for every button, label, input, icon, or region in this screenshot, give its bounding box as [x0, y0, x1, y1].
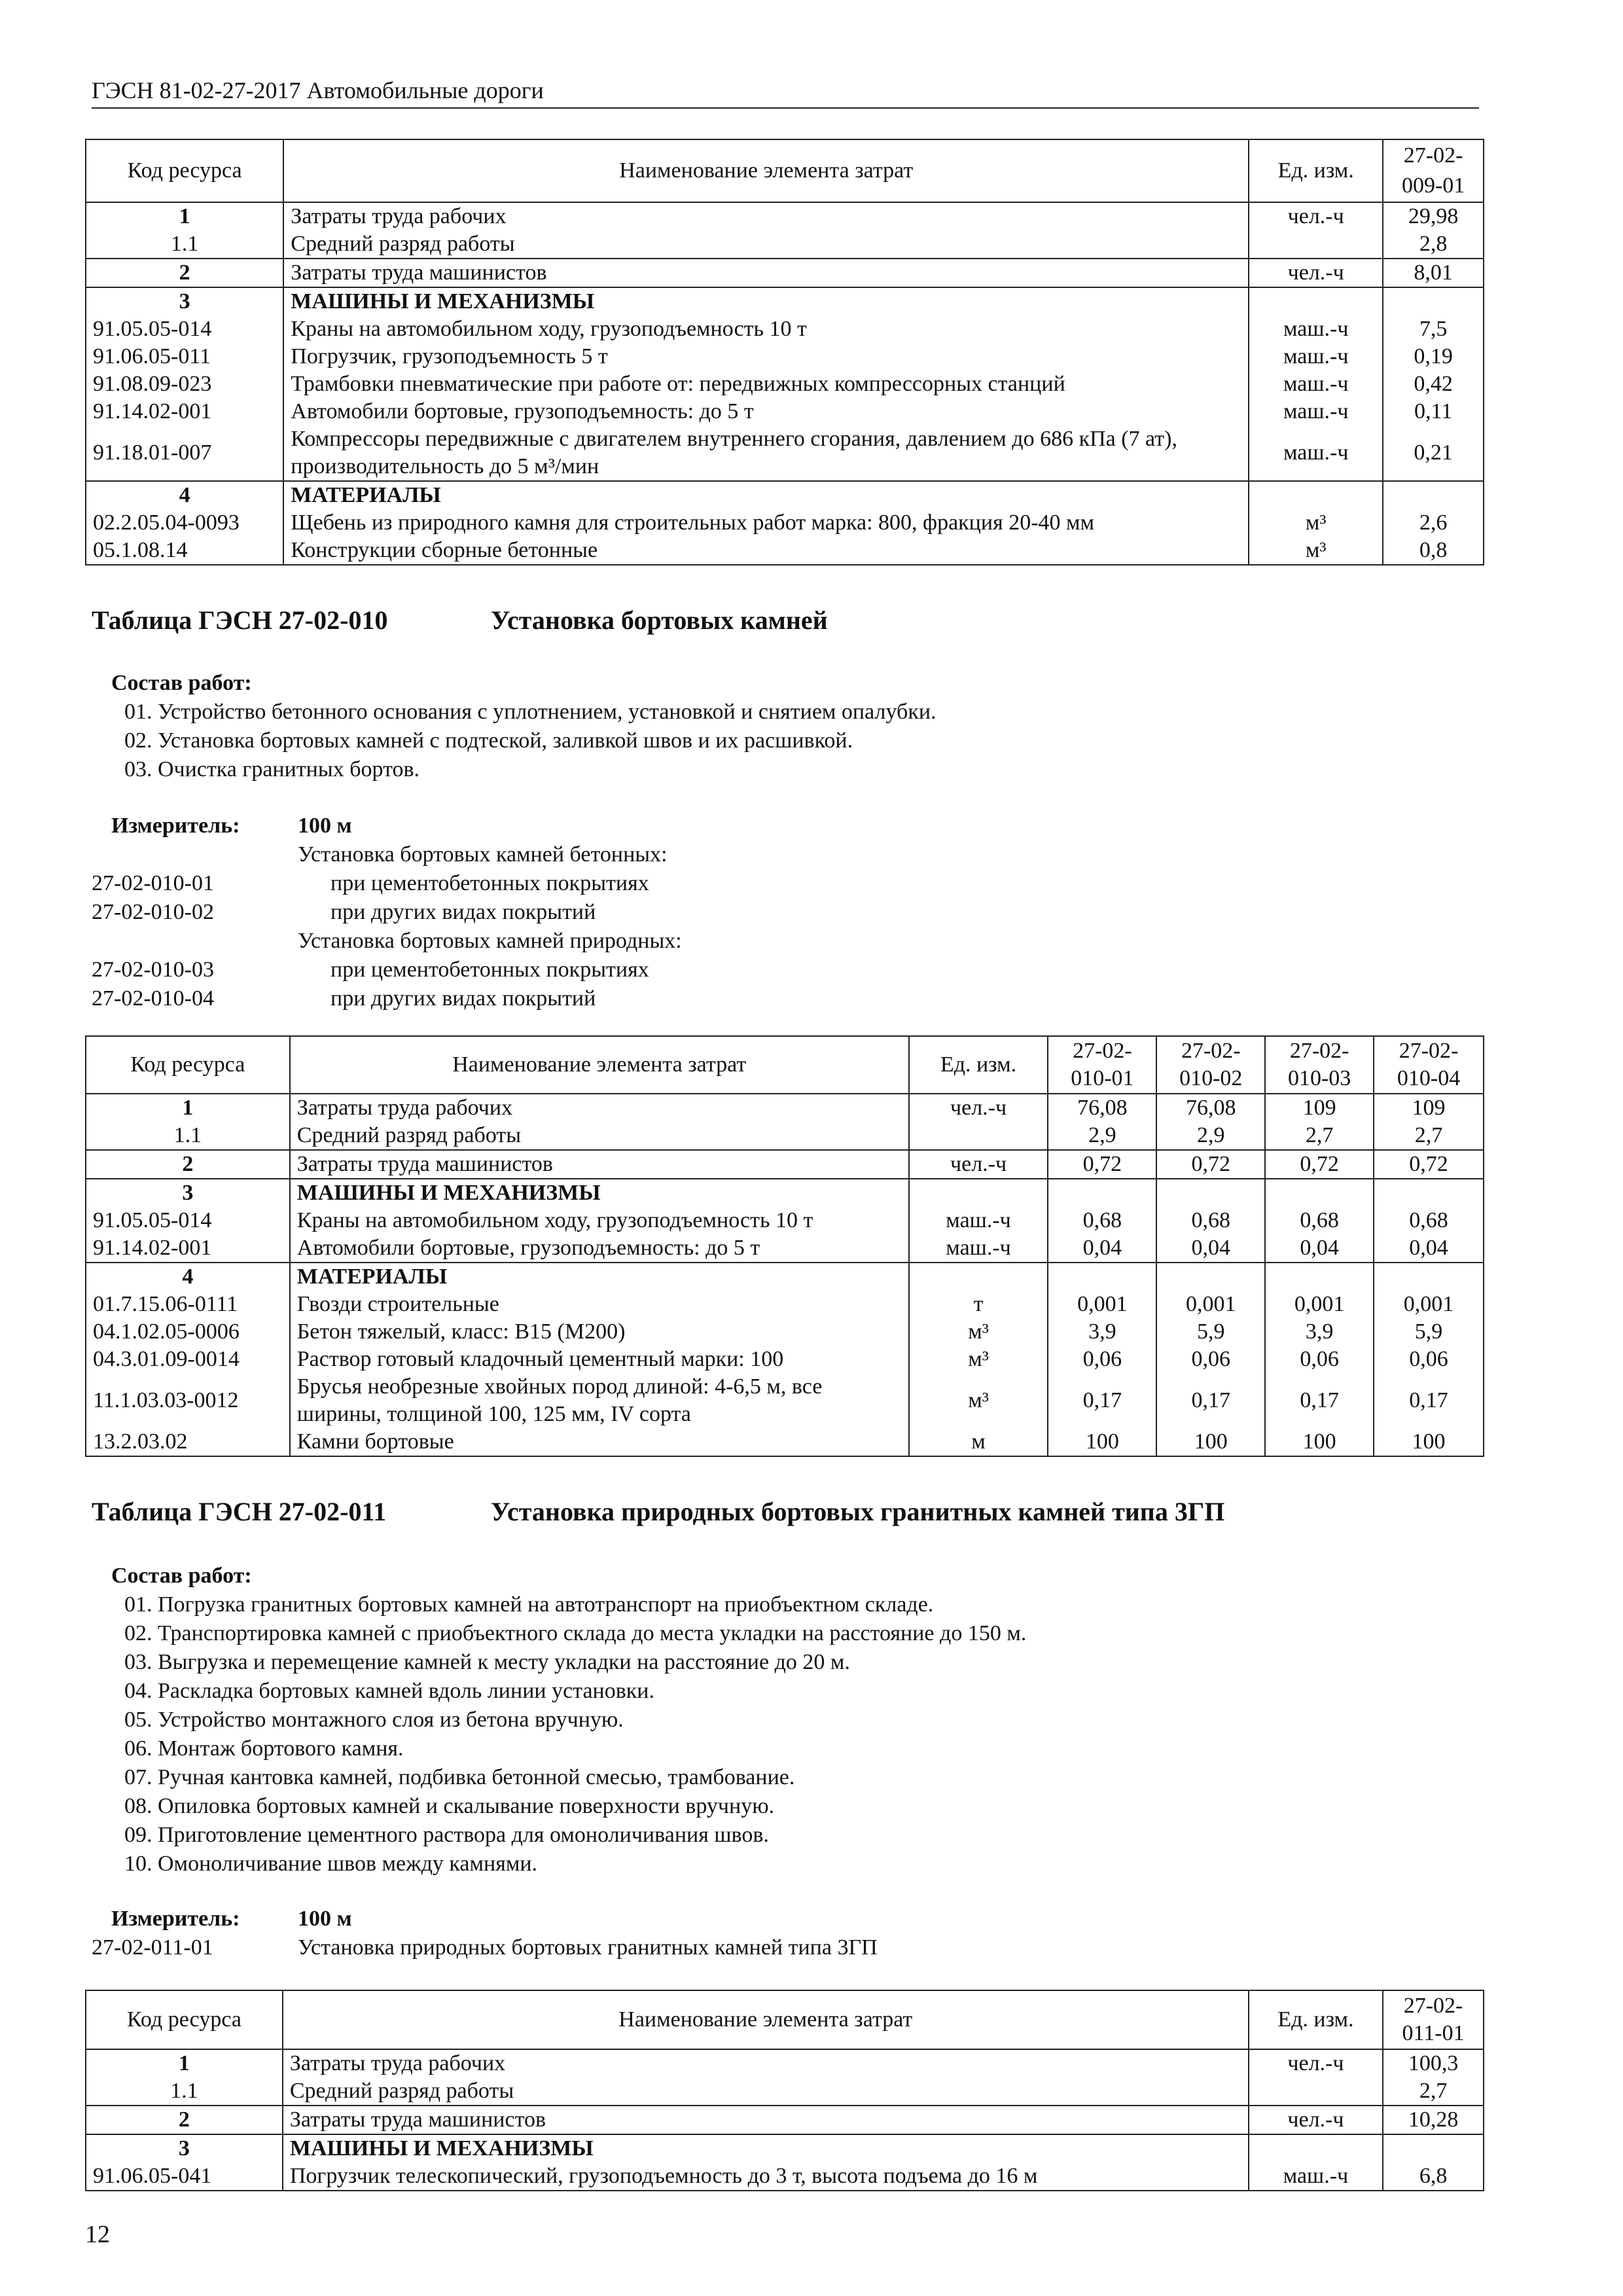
cell-unit: чел.-ч: [909, 1094, 1048, 1122]
cell-value: 8,01: [1383, 259, 1484, 287]
col-header-name: Наименование элемента затрат: [290, 1036, 909, 1094]
cell-code: 91.05.05-014: [86, 1207, 290, 1234]
cell-unit: м³: [1249, 537, 1383, 565]
cell-value: 76,08: [1156, 1094, 1265, 1122]
cell-name: Средний разряд работы: [283, 230, 1249, 259]
cell-name: Краны на автомобильном ходу, грузоподъемность 10 т: [283, 315, 1249, 343]
cell-unit: т: [909, 1291, 1048, 1318]
cell-value: 0,11: [1383, 398, 1484, 425]
meter-block-011: [92, 1905, 1139, 1962]
cell-code: 1.1: [86, 230, 283, 259]
item-text: при цементобетонных покрытиях: [330, 958, 649, 982]
col-header-unit: Ед. изм.: [1249, 139, 1383, 202]
cell-name: Компрессоры передвижные с двигателем внутреннего сгорания, давлением до 686 кПа (7 ат), производительность до 5 м³/мин: [283, 425, 1249, 481]
cell-unit: маш.-ч: [1249, 2162, 1383, 2191]
cell-code: 91.14.02-001: [86, 398, 283, 425]
works-item: 10. Омоноличивание швов между камнями.: [124, 1852, 538, 1876]
cell-value: 0,17: [1048, 1373, 1156, 1428]
table-row: [86, 2106, 1484, 2134]
cell-value: 100: [1265, 1428, 1374, 1456]
cell-value: 6,8: [1383, 2162, 1484, 2191]
works-composition-010: [92, 669, 936, 784]
cell-value: 0,001: [1048, 1291, 1156, 1318]
cell-value: 0,04: [1048, 1234, 1156, 1263]
cell-value: 0,06: [1374, 1346, 1484, 1373]
cell-value: 0,06: [1265, 1346, 1374, 1373]
cell-name: Камни бортовые: [290, 1428, 909, 1456]
cell-code: 4: [86, 1263, 290, 1291]
cell-code: 91.06.05-041: [86, 2162, 283, 2191]
cell-value: 3,9: [1265, 1318, 1374, 1346]
cell-value: 76,08: [1048, 1094, 1156, 1122]
meter-label: Измеритель:: [111, 814, 240, 838]
cell-value: 29,98: [1383, 202, 1484, 230]
cell-name: МАТЕРИАЛЫ: [283, 481, 1249, 509]
cell-unit: м: [909, 1428, 1048, 1456]
cell-value: [1383, 287, 1484, 315]
col-header-code: Код ресурса: [86, 1990, 283, 2049]
section-code: Таблица ГЭСН 27-02-011: [92, 1497, 387, 1526]
cell-code: 2: [86, 1150, 290, 1179]
works-item: 08. Опиловка бортовых камней и скалывание поверхности вручную.: [124, 1794, 775, 1818]
meter-block-010: [92, 812, 1139, 1013]
cell-value: [1383, 2134, 1484, 2162]
cell-value: 0,001: [1156, 1291, 1265, 1318]
cell-name: Краны на автомобильном ходу, грузоподъемность 10 т: [290, 1207, 909, 1234]
works-item: 03. Выгрузка и перемещение камней к месту укладки на расстояние до 20 м.: [124, 1650, 850, 1674]
cell-unit: чел.-ч: [1249, 2106, 1383, 2134]
cell-unit: маш.-ч: [1249, 370, 1383, 398]
col-header-code: Код ресурса: [86, 139, 283, 202]
table-row: [86, 202, 1484, 230]
cell-value: 0,06: [1048, 1346, 1156, 1373]
table-row: [86, 509, 1484, 537]
cell-name: Конструкции сборные бетонные: [283, 537, 1249, 565]
cell-name: Трамбовки пневматические при работе от: передвижных компрессорных станций: [283, 370, 1249, 398]
resource-table-27-02-011: [85, 1990, 1484, 2191]
cell-unit: [1249, 287, 1383, 315]
cell-name: Средний разряд работы: [283, 2077, 1249, 2106]
cell-unit: [909, 1179, 1048, 1207]
cell-value: 0,68: [1265, 1207, 1374, 1234]
cell-code: 1: [86, 2049, 283, 2077]
cell-value: 100: [1374, 1428, 1484, 1456]
table-row: [86, 287, 1484, 315]
table-row: [86, 2049, 1484, 2077]
cell-unit: м³: [909, 1318, 1048, 1346]
cell-unit: [909, 1263, 1048, 1291]
cell-name: Затраты труда машинистов: [283, 259, 1249, 287]
cell-value: 2,7: [1265, 1122, 1374, 1150]
cell-value: 7,5: [1383, 315, 1484, 343]
col-header-code: Код ресурса: [86, 1036, 290, 1094]
table-row: [86, 1207, 1484, 1234]
cell-value: 0,19: [1383, 343, 1484, 370]
cell-code: 3: [86, 1179, 290, 1207]
cell-value: 2,9: [1156, 1122, 1265, 1150]
table-row: [86, 1346, 1484, 1373]
table-row: [86, 230, 1484, 259]
section-title-27-02-010: [92, 605, 828, 636]
item-text: при других видах покрытий: [330, 900, 596, 924]
col-header-unit: Ед. изм.: [1249, 1990, 1383, 2049]
section-code: Таблица ГЭСН 27-02-010: [92, 605, 388, 635]
cell-unit: [1249, 230, 1383, 259]
cell-value: 5,9: [1156, 1318, 1265, 1346]
cell-name: Раствор готовый кладочный цементный марки: 100: [290, 1346, 909, 1373]
works-item: 06. Монтаж бортового камня.: [124, 1736, 404, 1761]
table-row: [86, 1318, 1484, 1346]
cell-code: 05.1.08.14: [86, 537, 283, 565]
cell-value: 0,17: [1156, 1373, 1265, 1428]
cell-value: 2,6: [1383, 509, 1484, 537]
cell-value: 2,7: [1383, 2077, 1484, 2106]
cell-value: 3,9: [1048, 1318, 1156, 1346]
cell-value: 100: [1048, 1428, 1156, 1456]
cell-name: Затраты труда рабочих: [290, 1094, 909, 1122]
cell-value: 0,001: [1374, 1291, 1484, 1318]
cell-value: [1265, 1179, 1374, 1207]
table-row: [86, 1291, 1484, 1318]
works-item: 03. Очистка гранитных бортов.: [124, 757, 420, 781]
meter-label: Измеритель:: [111, 1907, 240, 1931]
col-header-name: Наименование элемента затрат: [283, 1990, 1249, 2049]
cell-code: 04.1.02.05-0006: [86, 1318, 290, 1346]
cell-value: 100,3: [1383, 2049, 1484, 2077]
table-row: [86, 537, 1484, 565]
table-row: [86, 315, 1484, 343]
table-row: [86, 1234, 1484, 1263]
cell-code: 91.06.05-011: [86, 343, 283, 370]
cell-value: 0,06: [1156, 1346, 1265, 1373]
table-row: [86, 2134, 1484, 2162]
cell-unit: [1249, 2077, 1383, 2106]
cell-value: 2,8: [1383, 230, 1484, 259]
cell-value: 0,72: [1265, 1150, 1374, 1179]
resource-table-27-02-010: [85, 1035, 1484, 1457]
cell-value: 10,28: [1383, 2106, 1484, 2134]
table-row: [86, 398, 1484, 425]
item-text: при других видах покрытий: [330, 986, 596, 1011]
meter-value: 100 м: [298, 814, 352, 838]
cell-value: 0,17: [1265, 1373, 1374, 1428]
works-item: 04. Раскладка бортовых камней вдоль линии установки.: [124, 1679, 655, 1703]
cell-code: 3: [86, 2134, 283, 2162]
table-row: [86, 2077, 1484, 2106]
table-row: [86, 481, 1484, 509]
cell-value: [1156, 1179, 1265, 1207]
group-label: Установка бортовых камней природных:: [298, 929, 682, 953]
cell-unit: маш.-ч: [909, 1207, 1048, 1234]
cell-unit: чел.-ч: [1249, 202, 1383, 230]
works-item: 01. Погрузка гранитных бортовых камней на автотранспорт на приобъектном складе.: [124, 1592, 934, 1617]
cell-value: 0,42: [1383, 370, 1484, 398]
cell-name: МАШИНЫ И МЕХАНИЗМЫ: [290, 1179, 909, 1207]
cell-value: [1156, 1263, 1265, 1291]
cell-name: Средний разряд работы: [290, 1122, 909, 1150]
cell-unit: маш.-ч: [1249, 315, 1383, 343]
cell-value: 109: [1374, 1094, 1484, 1122]
col-header-norm: 27-02-011-01: [1383, 1990, 1484, 2049]
col-header-unit: Ед. изм.: [909, 1036, 1048, 1094]
cell-unit: [909, 1122, 1048, 1150]
cell-value: [1265, 1263, 1374, 1291]
cell-unit: м³: [909, 1373, 1048, 1428]
works-label: Состав работ:: [111, 671, 252, 695]
works-label: Состав работ:: [111, 1564, 252, 1588]
cell-name: МАШИНЫ И МЕХАНИЗМЫ: [283, 2134, 1249, 2162]
cell-value: 0,04: [1265, 1234, 1374, 1263]
cell-name: Затраты труда рабочих: [283, 2049, 1249, 2077]
cell-unit: маш.-ч: [1249, 343, 1383, 370]
table-row: [86, 259, 1484, 287]
cell-name: Бетон тяжелый, класс: В15 (М200): [290, 1318, 909, 1346]
cell-unit: маш.-ч: [909, 1234, 1048, 1263]
cell-value: 0,21: [1383, 425, 1484, 481]
cell-code: 3: [86, 287, 283, 315]
cell-value: 0,04: [1156, 1234, 1265, 1263]
works-item: 02. Транспортировка камней с приобъектного склада до места укладки на расстояние до 150 м.: [124, 1621, 1027, 1645]
cell-code: 11.1.03.03-0012: [86, 1373, 290, 1428]
cell-value: 100: [1156, 1428, 1265, 1456]
cell-value: [1374, 1179, 1484, 1207]
meter-value: 100 м: [298, 1907, 352, 1931]
cell-value: 0,68: [1156, 1207, 1265, 1234]
item-code: 27-02-010-01: [92, 871, 214, 895]
cell-unit: м³: [1249, 509, 1383, 537]
item-text: при цементобетонных покрытиях: [330, 871, 649, 895]
cell-name: Погрузчик телескопический, грузоподъемность до 3 т, высота подъема до 16 м: [283, 2162, 1249, 2191]
cell-value: 0,04: [1374, 1234, 1484, 1263]
table-row: [86, 1373, 1484, 1428]
section-title-27-02-011: [92, 1496, 1225, 1528]
cell-name: Гвозди строительные: [290, 1291, 909, 1318]
cell-name: Автомобили бортовые, грузоподъемность: до 5 т: [290, 1234, 909, 1263]
table-row: [86, 343, 1484, 370]
works-item: 07. Ручная кантовка камней, подбивка бетонной смесью, трамбование.: [124, 1765, 795, 1789]
cell-value: 0,72: [1374, 1150, 1484, 1179]
cell-value: 0,68: [1048, 1207, 1156, 1234]
cell-value: 5,9: [1374, 1318, 1484, 1346]
table-row: [86, 1122, 1484, 1150]
cell-value: 109: [1265, 1094, 1374, 1122]
cell-name: МАТЕРИАЛЫ: [290, 1263, 909, 1291]
item-text: Установка природных бортовых гранитных камней типа 3ГП: [298, 1935, 878, 1960]
item-code: 27-02-010-02: [92, 900, 214, 924]
cell-name: Брусья необрезные хвойных пород длиной: 4-6,5 м, все ширины, толщиной 100, 125 мм, IV сорта: [290, 1373, 909, 1428]
cell-value: 2,9: [1048, 1122, 1156, 1150]
cell-unit: маш.-ч: [1249, 425, 1383, 481]
cell-name: Затраты труда машинистов: [283, 2106, 1249, 2134]
cell-unit: м³: [909, 1346, 1048, 1373]
item-code: 27-02-011-01: [92, 1935, 213, 1960]
table-row: [86, 425, 1484, 481]
cell-code: 02.2.05.04-0093: [86, 509, 283, 537]
cell-code: 2: [86, 2106, 283, 2134]
col-header-norm: 27-02-009-01: [1383, 139, 1484, 202]
cell-code: 04.3.01.09-0014: [86, 1346, 290, 1373]
col-header-norm: 27-02-010-03: [1265, 1036, 1374, 1094]
cell-unit: чел.-ч: [1249, 2049, 1383, 2077]
works-item: 09. Приготовление цементного раствора для омоноличивания швов.: [124, 1823, 769, 1847]
cell-value: [1048, 1179, 1156, 1207]
cell-code: 91.14.02-001: [86, 1234, 290, 1263]
cell-value: 0,72: [1048, 1150, 1156, 1179]
cell-value: [1048, 1263, 1156, 1291]
works-composition-011: [92, 1562, 1026, 1878]
table-row: [86, 1263, 1484, 1291]
cell-code: 4: [86, 481, 283, 509]
item-code: 27-02-010-03: [92, 958, 214, 982]
cell-code: 1: [86, 1094, 290, 1122]
table-row: [86, 1179, 1484, 1207]
cell-unit: [1249, 481, 1383, 509]
cell-value: 0,72: [1156, 1150, 1265, 1179]
cell-code: 91.18.01-007: [86, 425, 283, 481]
section-name: Установка природных бортовых гранитных камней типа 3ГП: [491, 1497, 1225, 1526]
cell-name: Затраты труда рабочих: [283, 202, 1249, 230]
works-item: 05. Устройство монтажного слоя из бетона вручную.: [124, 1708, 624, 1732]
cell-code: 91.08.09-023: [86, 370, 283, 398]
works-item: 02. Установка бортовых камней с подтеской, заливкой швов и их расшивкой.: [124, 728, 853, 753]
table-row: [86, 370, 1484, 398]
cell-name: Щебень из природного камня для строительных работ марка: 800, фракция 20-40 мм: [283, 509, 1249, 537]
cell-value: 0,8: [1383, 537, 1484, 565]
cell-value: 0,68: [1374, 1207, 1484, 1234]
resource-table-27-02-009: [85, 139, 1484, 565]
works-item: 01. Устройство бетонного основания с уплотнением, установкой и снятием опалубки.: [124, 700, 936, 724]
table-row: [86, 1150, 1484, 1179]
cell-value: [1374, 1263, 1484, 1291]
group-label: Установка бортовых камней бетонных:: [298, 842, 668, 867]
cell-code: 13.2.03.02: [86, 1428, 290, 1456]
cell-name: Погрузчик, грузоподъемность 5 т: [283, 343, 1249, 370]
running-header: ГЭСН 81-02-27-2017 Автомобильные дороги: [92, 77, 1479, 109]
cell-unit: [1249, 2134, 1383, 2162]
cell-name: МАШИНЫ И МЕХАНИЗМЫ: [283, 287, 1249, 315]
cell-unit: маш.-ч: [1249, 398, 1383, 425]
cell-code: 1: [86, 202, 283, 230]
cell-value: 0,001: [1265, 1291, 1374, 1318]
cell-unit: чел.-ч: [1249, 259, 1383, 287]
cell-code: 2: [86, 259, 283, 287]
table-row: [86, 1094, 1484, 1122]
cell-value: 0,17: [1374, 1373, 1484, 1428]
cell-name: Затраты труда машинистов: [290, 1150, 909, 1179]
col-header-name: Наименование элемента затрат: [283, 139, 1249, 202]
cell-value: [1383, 481, 1484, 509]
cell-code: 91.05.05-014: [86, 315, 283, 343]
cell-code: 1.1: [86, 1122, 290, 1150]
section-name: Установка бортовых камней: [491, 605, 828, 635]
page-number: 12: [85, 2221, 110, 2248]
col-header-norm: 27-02-010-04: [1374, 1036, 1484, 1094]
item-code: 27-02-010-04: [92, 986, 214, 1011]
col-header-norm: 27-02-010-01: [1048, 1036, 1156, 1094]
cell-code: 1.1: [86, 2077, 283, 2106]
cell-code: 01.7.15.06-0111: [86, 1291, 290, 1318]
table-row: [86, 1428, 1484, 1456]
cell-value: 2,7: [1374, 1122, 1484, 1150]
cell-name: Автомобили бортовые, грузоподъемность: до 5 т: [283, 398, 1249, 425]
table-row: [86, 2162, 1484, 2191]
col-header-norm: 27-02-010-02: [1156, 1036, 1265, 1094]
cell-unit: чел.-ч: [909, 1150, 1048, 1179]
